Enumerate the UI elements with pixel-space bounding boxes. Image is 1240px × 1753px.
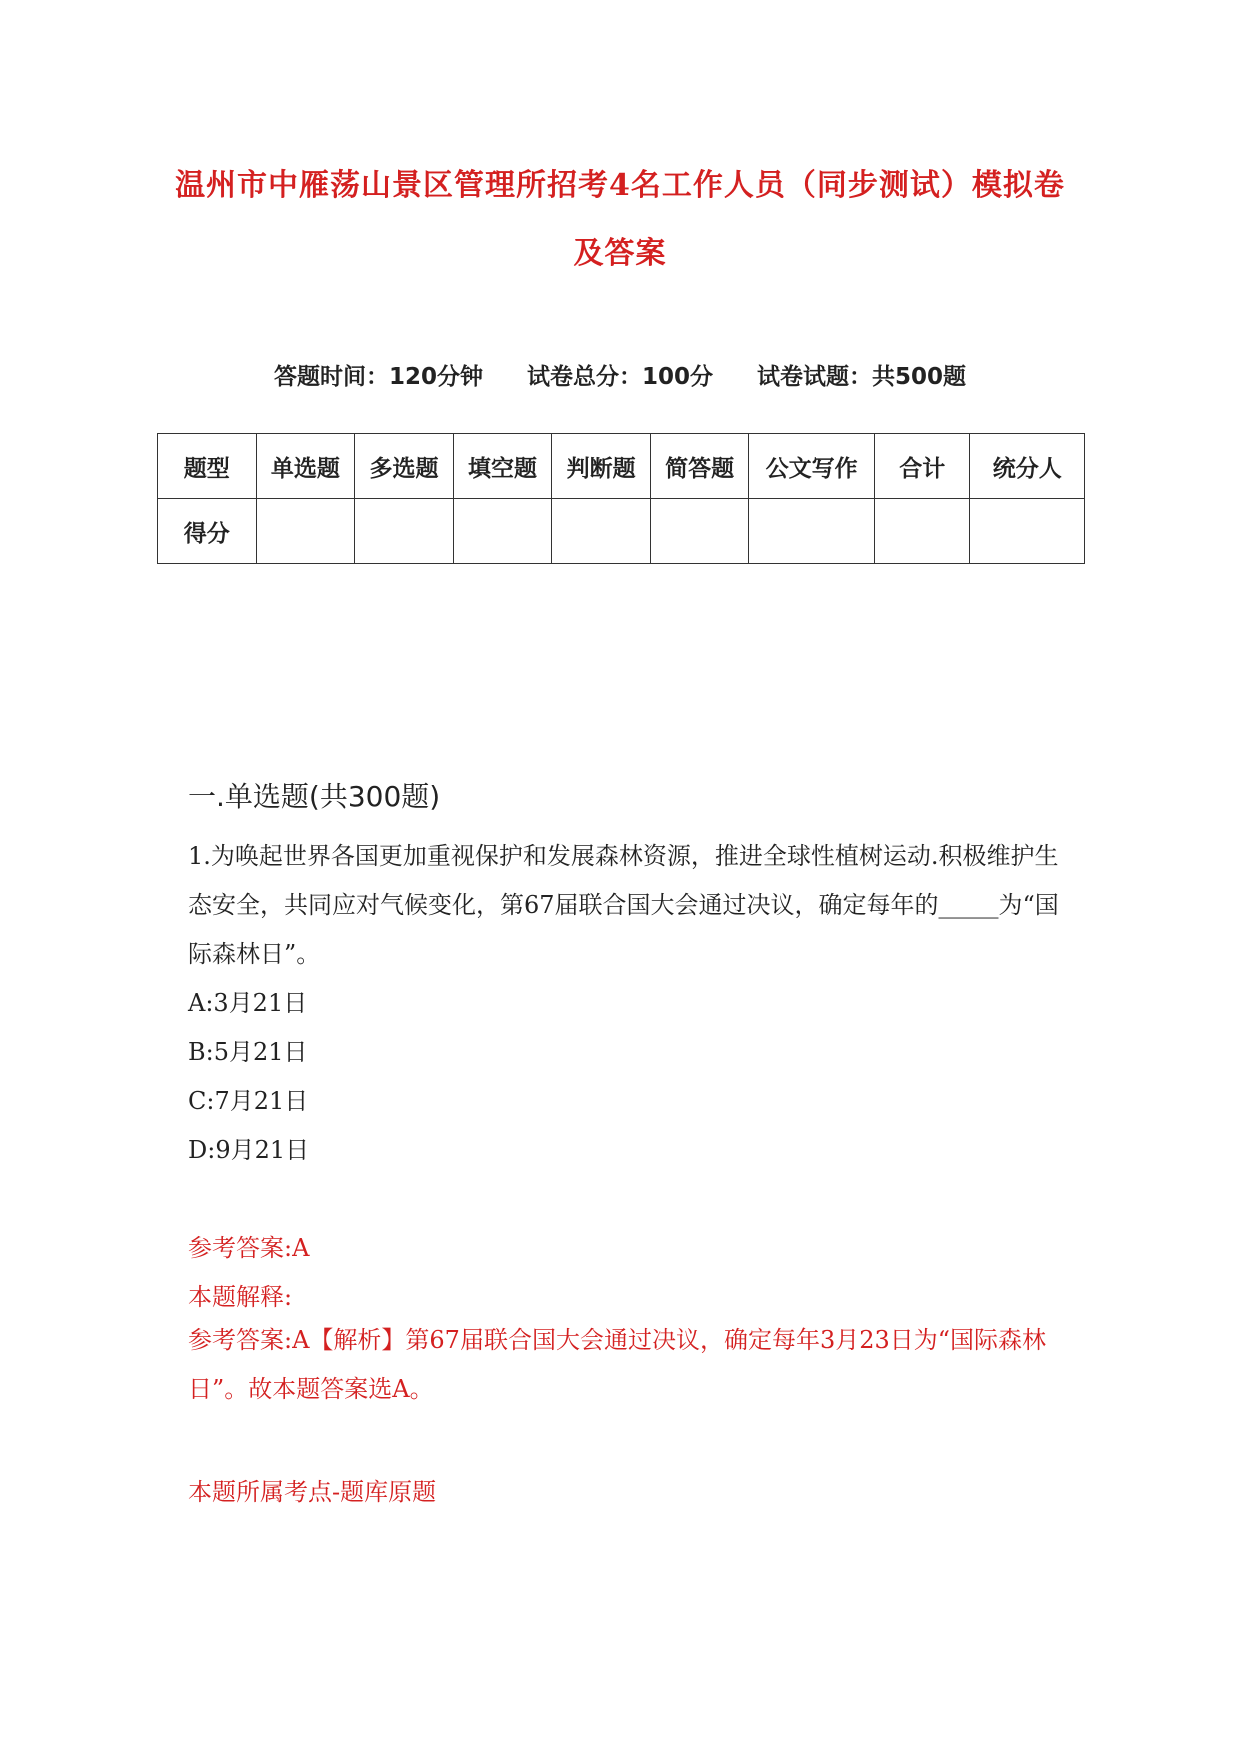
option-c: C:7月21日 — [188, 1087, 309, 1115]
score-table-header-row — [158, 434, 1085, 499]
explanation-label: 本题解释: — [188, 1283, 293, 1311]
score-table-score-row — [158, 499, 1085, 564]
topic-label: 本题所属考点-题库原题 — [188, 1478, 437, 1506]
header-cell: 合计 — [874, 434, 970, 499]
score-cell — [874, 499, 970, 564]
score-cell — [552, 499, 651, 564]
header-cell: 单选题 — [256, 434, 355, 499]
score-cell — [650, 499, 749, 564]
header-cell: 多选题 — [355, 434, 454, 499]
score-cell — [749, 499, 874, 564]
section-title: 一.单选题(共300题) — [188, 780, 441, 813]
row-label-cell: 得分 — [158, 499, 257, 564]
exam-time: 答题时间：120分钟 — [273, 364, 483, 390]
score-table — [157, 433, 1085, 564]
score-cell — [970, 499, 1085, 564]
reference-answer: 参考答案:A — [188, 1234, 310, 1262]
score-cell — [256, 499, 355, 564]
header-cell: 公文写作 — [749, 434, 874, 499]
header-cell: 填空题 — [453, 434, 552, 499]
header-cell: 简答题 — [650, 434, 749, 499]
score-cell — [355, 499, 454, 564]
exam-meta — [0, 358, 1240, 391]
option-d: D:9月21日 — [188, 1136, 310, 1164]
explanation-text: 参考答案:A【解析】第67届联合国大会通过决议，确定每年3月23日为“国际森林日”。故本题答案选A。 — [188, 1326, 1047, 1403]
question-text: 1.为唤起世界各国更加重视保护和发展森林资源，推进全球性植树运动.积极维护生态安全，共同应对气候变化，第67届联合国大会通过决议，确定每年的_____为“国际森林日”。 — [188, 842, 1059, 968]
header-cell: 判断题 — [552, 434, 651, 499]
exam-total-score: 试卷总分：100分 — [526, 364, 713, 390]
document-title-line1: 温州市中雁荡山景区管理所招考4名工作人员（同步测试）模拟卷 — [175, 168, 1065, 203]
header-cell: 题型 — [158, 434, 257, 499]
option-b: B:5月21日 — [188, 1038, 308, 1066]
option-a: A:3月21日 — [188, 989, 308, 1017]
header-cell: 统分人 — [970, 434, 1085, 499]
score-cell — [453, 499, 552, 564]
exam-question-count: 试卷试题：共500题 — [757, 364, 967, 390]
document-title-line2: 及答案 — [573, 236, 667, 271]
